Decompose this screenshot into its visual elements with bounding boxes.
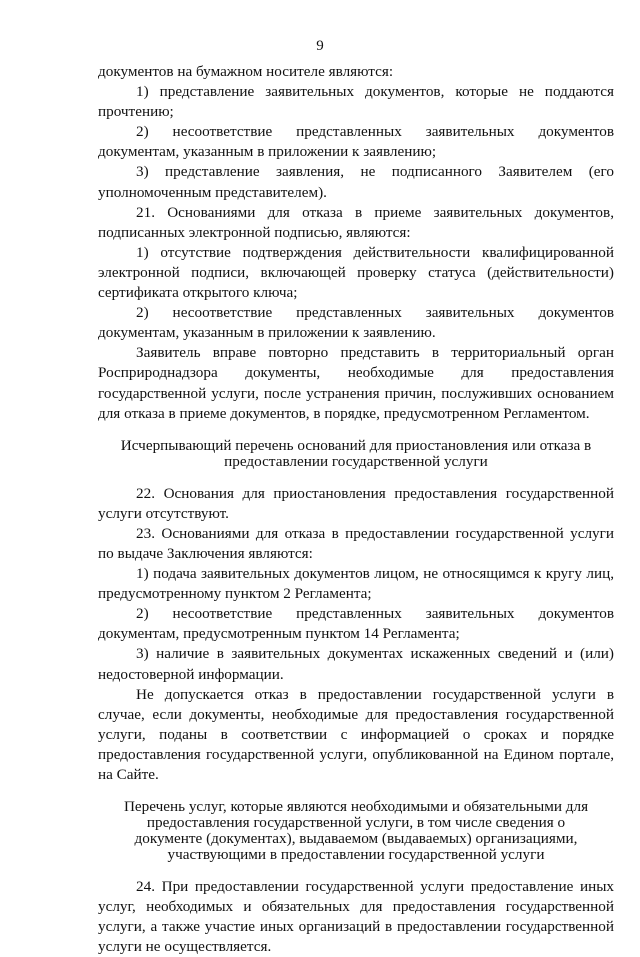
paragraph: 23. Основаниями для отказа в предоставлении государственной услуги по выдаче Заключения являются: <box>98 524 614 562</box>
paragraph: документов на бумажном носителе являются: <box>98 63 394 80</box>
paragraph: 1) представление заявительных документов, которые не поддаются прочтению; <box>98 83 614 121</box>
paragraph: Не допускается отказ в предоставлении государственной услуги в случае, если документы, необходимые для предоставления государственной услуги, поданы в соответствии с информацией о сроках и порядке предоставления государственной услуги, опубликованной на Едином портале, на Сайте. <box>98 685 614 783</box>
document-body <box>98 62 614 957</box>
heading-necessary-services: Перечень услуг, которые являются необходимыми и обязательными для предоставления государственной услуги, в том числе сведения о документе (документах), выдаваемом (выдаваемых) организациями, участвующими в предоставлении государственной услуги <box>123 798 589 864</box>
paragraph: 22. Основания для приостановления предоставления государственной услуги отсутствуют. <box>98 484 614 522</box>
section-other-services <box>98 877 614 957</box>
paragraph: 21. Основаниями для отказа в приеме заявительных документов, подписанных электронной подписью, являются: <box>98 203 614 241</box>
paragraph: 2) несоответствие представленных заявительных документов документам, указанным в приложении к заявлению. <box>98 304 614 342</box>
paragraph: 1) подача заявительных документов лицом, не относящимся к кругу лиц, предусмотренному пунктом 2 Регламента; <box>98 565 614 603</box>
paragraph: 2) несоответствие представленных заявительных документов документам, указанным в приложении к заявлению; <box>98 123 614 161</box>
paragraph: 1) отсутствие подтверждения действительности квалифицированной электронной подписи, включающей проверку статуса (действительности) сертификата открытого ключа; <box>98 243 614 302</box>
heading-suspension-refusal: Исчерпывающий перечень оснований для приостановления или отказа в предоставлении государственной услуги <box>120 436 592 470</box>
paragraph: Заявитель вправе повторно представить в территориальный орган Росприроднадзора документы, необходимые для предоставления государственной услуги, после устранения причин, послуживших основанием для отказа в приеме документов, в порядке, предусмотренном Регламентом. <box>98 344 614 422</box>
paragraph: 3) наличие в заявительных документах искаженных сведений и (или) недостоверной информации. <box>98 645 614 683</box>
paragraph: 24. При предоставлении государственной услуги предоставление иных услуг, необходимых и обязательных для предоставления государственной услуги, а также участие иных организаций в предоставлении государственной услуги не осуществляется. <box>98 878 614 956</box>
page-number: 9 <box>316 38 324 54</box>
section-rejection-grounds <box>98 62 614 424</box>
paragraph: 3) представление заявления, не подписанного Заявителем (его уполномоченным представителем). <box>98 163 614 201</box>
paragraph: 2) несоответствие представленных заявительных документов документам, предусмотренным пунктом 14 Регламента; <box>98 605 614 643</box>
section-refusal-grounds <box>98 484 614 785</box>
